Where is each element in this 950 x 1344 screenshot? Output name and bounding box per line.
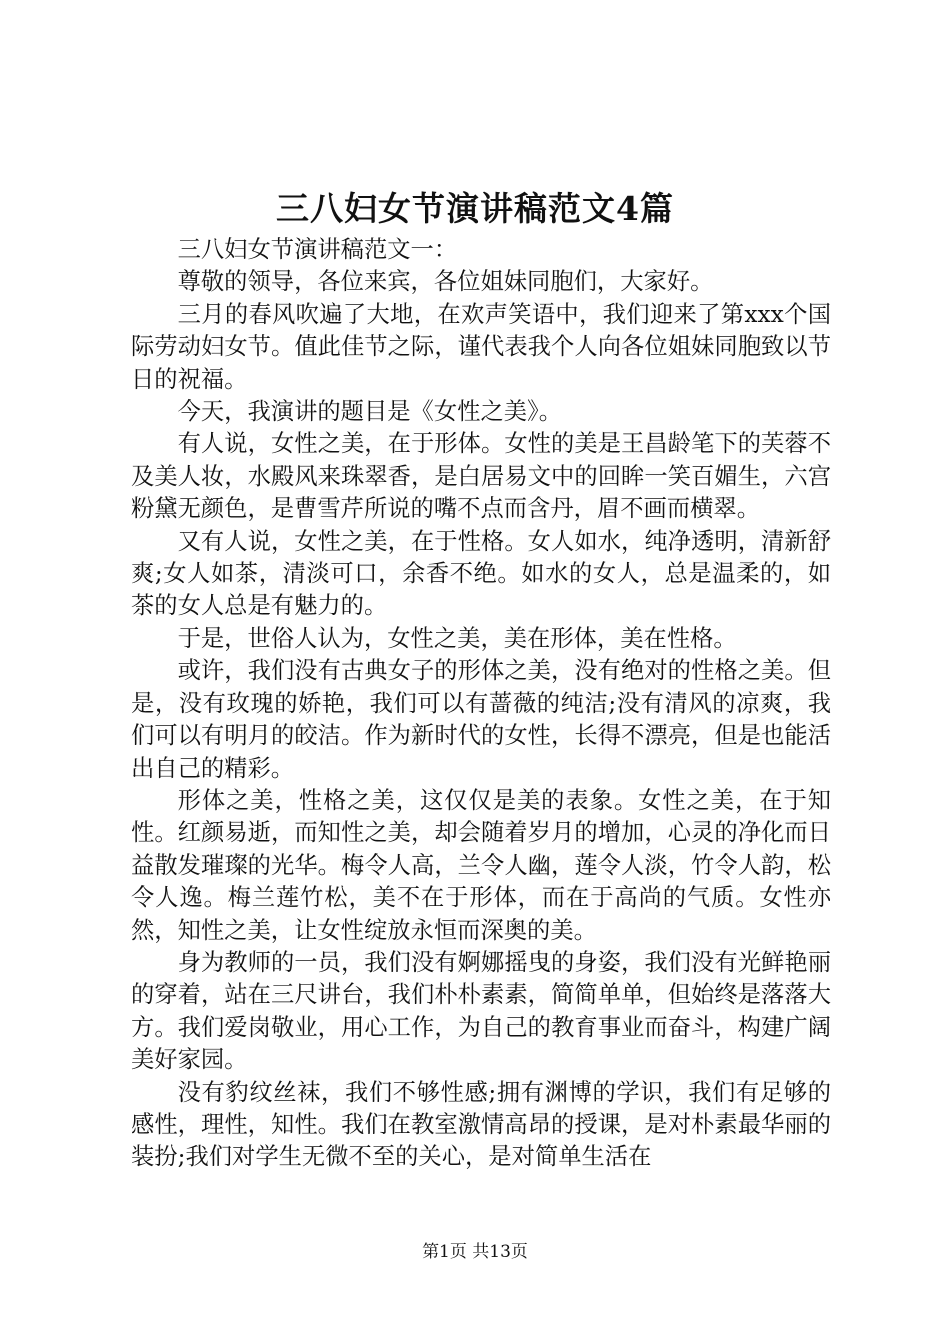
paragraph: 今天，我演讲的题目是《女性之美》。: [177, 398, 562, 426]
paragraph: 尊敬的领导，各位来宾，各位姐妹同胞们，大家好。: [177, 268, 714, 296]
paragraph-heading: 三八妇女节演讲稿范文一：: [177, 236, 458, 263]
paragraph: 或许，我们没有古典女子的形体之美，没有绝对的性格之美。但是，没有玫瑰的娇艳，我们可以有蔷薇的纯洁;没有清风的凉爽，我们可以有明月的皎洁。作为新时代的女性，长得不漂亮，但是也能活出自己的精彩。: [131, 657, 831, 782]
paragraph: 身为教师的一员，我们没有婀娜摇曳的身姿，我们没有光鲜艳丽的穿着，站在三尺讲台，我们朴朴素素，简简单单，但始终是落落大方。我们爱岗敬业，用心工作，为自己的教育事业而奋斗，构建广阔美好家园。: [131, 948, 831, 1074]
paragraph: 于是，世俗人认为，女性之美，美在形体，美在性格。: [177, 624, 737, 652]
paragraph: 三月的春风吹遍了大地，在欢声笑语中，我们迎来了第xxx个国际劳动妇女节。值此佳节之际，谨代表我个人向各位姐妹同胞致以节日的祝福。: [131, 300, 831, 393]
paragraph: 没有豹纹丝袜，我们不够性感;拥有渊博的学识，我们有足够的感性，理性，知性。我们在教室激情高昂的授课，是对朴素最华丽的装扮;我们对学生无微不至的关心，是对简单生活在: [131, 1078, 831, 1171]
paragraph: 又有人说，女性之美，在于性格。女人如水，纯净透明，清新舒爽;女人如茶，清淡可口，余香不绝。如水的女人，总是温柔的，如茶的女人总是有魅力的。: [131, 527, 831, 620]
document-title: 三八妇女节演讲稿范文4篇: [276, 189, 674, 228]
paragraph: 形体之美，性格之美，这仅仅是美的表象。女性之美，在于知性。红颜易逝，而知性之美，却会随着岁月的增加，心灵的净化而日益散发璀璨的光华。梅令人高，兰令人幽，莲令人淡，竹令人韵，松令人逸。梅兰莲竹松，美不在于形体，而在于高尚的气质。女性亦然，知性之美，让女性绽放永恒而深奥的美。: [131, 786, 831, 944]
page-footer: 第1页 共13页: [422, 1242, 528, 1262]
document-body: [131, 234, 831, 1174]
paragraph: 有人说，女性之美，在于形体。女性的美是王昌龄笔下的芙蓉不及美人妆，水殿风来珠翠香，是白居易文中的回眸一笑百媚生，六宫粉黛无颜色，是曹雪芹所说的嘴不点而含丹，眉不画而横翠。: [131, 430, 831, 523]
